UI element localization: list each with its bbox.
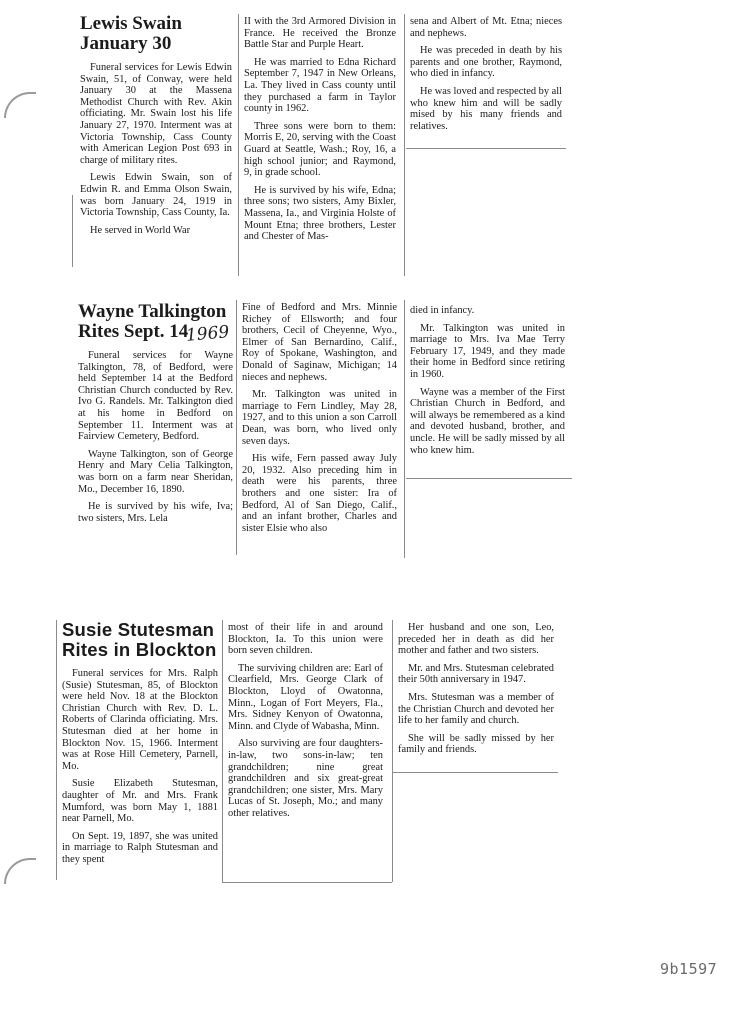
swain-column-2 — [244, 16, 396, 249]
stutesman-c1-p1: Funeral services for Mrs. Ralph (Susie) Stutesman, 85, of Blockton were held Nov. 18 at the Blockton Christian Church with Rev. D. L. Roberts of Clarinda officiating. Mrs. Stutesman died at her home in Blockton Nov. 15, 1966. Interment was at Rose Hill Cemetery, Parnell, Mo. — [62, 668, 218, 772]
talkington-column-2 — [242, 302, 397, 540]
punch-hole-mark — [4, 92, 36, 118]
talkington-c2-p1: Fine of Bedford and Mrs. Minnie Richey of Ellsworth; and four brothers, Cecil of Cheyenne, Wyo., Elmer of San Bernardino, Calif., Roy of Spokane, Washington, and Donald of Saginaw, Michigan; 14 nieces and nephews. — [242, 302, 397, 383]
swain-c2-p2: He was married to Edna Richard September 7, 1947 in New Orleans, La. They lived in Cass county until they purchased a farm in Taylor county in 1962. — [244, 56, 396, 115]
stutesman-c3-p2: Mr. and Mrs. Stutesman celebrated their 50th anniversary in 1947. — [398, 662, 554, 686]
stutesman-column-3 — [398, 622, 554, 762]
archive-number: 9b1597 — [660, 960, 718, 978]
swain-c3-p1: sena and Albert of Mt. Etna; nieces and nephews. — [410, 16, 562, 39]
stutesman-c1-p3: On Sept. 19, 1897, she was united in marriage to Ralph Stutesman and they spent — [62, 830, 218, 865]
stutesman-c2-p1: most of their life in and around Blockton, Ia. To this union were born seven children. — [228, 622, 383, 657]
clipping-edge — [406, 148, 566, 149]
stutesman-c2-p2: The surviving children are: Earl of Clearfield, Mrs. George Clark of Blockton, Lloyd of Owatonna, Minn., Logan of Fort Meyers, Fla., Mrs. Sidney Kenyon of Owatonna, Minn. and Clyde of Wabasha, Minn. — [228, 662, 383, 732]
swain-c1-p1: Funeral services for Lewis Edwin Swain, 51, of Conway, were held January 30 at the Massena Methodist Church with Rev. Akin officiating. Mr. Swain lost his life January 27, 1970. Interment was at Victoria Township, Cass County with American Legion Post 693 in charge of military rites. — [80, 62, 232, 166]
talkington-c1-p1: Funeral services for Wayne Talkington, 78, of Bedford, were held September 14 at the Bedford Christian Church conducted by Rev. Ivo G. Randels. Mr. Talkington died at his home in Bedford on September 11. Interment was at Fairview Cemetery, Bedford. — [78, 350, 233, 443]
clipping-edge — [392, 772, 558, 773]
column-rule — [236, 300, 237, 555]
swain-column-3 — [410, 16, 562, 138]
stutesman-c3-p4: She will be sadly missed by her family and friends. — [398, 732, 554, 756]
talkington-c3-p1: died in infancy. — [410, 305, 475, 316]
clipping-edge — [222, 882, 392, 883]
stutesman-column-2 — [228, 622, 383, 826]
swain-c2-p1: II with the 3rd Armored Division in France. He received the Bronze Battle Star and Purple Heart. — [244, 16, 396, 51]
stutesman-c3-p3: Mrs. Stutesman was a member of the Christian Church and devoted her life to her family and church. — [398, 691, 554, 727]
column-rule — [404, 14, 405, 276]
column-rule — [222, 620, 223, 882]
column-rule — [392, 620, 393, 882]
talkington-c2-p2: Mr. Talkington was united in marriage to Fern Lindley, May 28, 1927, and to this union a son Carroll Dean, was born, who lived only seven days. — [242, 389, 397, 447]
swain-c1-p3: He served in World War — [90, 224, 191, 236]
swain-c3-p2: He was preceded in death by his parents and one brother, Raymond, who died in infancy. — [410, 45, 562, 80]
stutesman-c1-p2: Susie Elizabeth Stutesman, daughter of Mr. and Mrs. Frank Mumford, was born May 1, 1881 near Parnell, Mo. — [62, 778, 218, 825]
talkington-c2-p3: His wife, Fern passed away July 20, 1932. Also preceding him in death were his parents, three brothers and one sister: Ira of Bedford, Al of San Diego, Calif., and an infant brother, Charles and sister Elsie who also — [242, 453, 397, 534]
swain-column-1 — [80, 14, 232, 242]
talkington-headline: Wayne Talkington Rites Sept. 14 — [78, 301, 227, 342]
talkington-column-3 — [410, 305, 565, 462]
clipping-edge — [406, 478, 572, 479]
swain-c2-p4: He is survived by his wife, Edna; three sons; two sisters, Amy Bixler, Massena, Ia., and Virginia Holste of Mount Etna; three brothers, Lester and Chester of Mas- — [244, 184, 396, 243]
swain-c2-p3: Three sons were born to them: Morris E, 20, serving with the Coast Guard at Seattle, Wash.; Roy, 16, a high school junior; and Raymond, 9, in grade school. — [244, 120, 396, 179]
column-rule — [238, 14, 239, 276]
punch-hole-mark — [4, 858, 36, 884]
talkington-c3-p3: Wayne was a member of the First Christian Church in Bedford, and will always be remembered as a kind and devoted husband, brother, and uncle. He will be sadly missed by all who knew him. — [410, 386, 565, 456]
talkington-c3-p2: Mr. Talkington was united in marriage to Mrs. Iva Mae Terry February 17, 1949, and they made their home in Bedford since retiring in 1960. — [410, 322, 565, 380]
stutesman-headline: Susie Stutesman Rites in Blockton — [62, 619, 217, 660]
stutesman-c3-p1: Her husband and one son, Leo, preceded her in death as did her mother and father and two sisters. — [398, 622, 554, 657]
clipping-edge — [72, 195, 73, 267]
swain-c1-p2: Lewis Edwin Swain, son of Edwin R. and Emma Olson Swain, was born January 24, 1919 in Victoria Township, Cass County, Ia. — [80, 172, 232, 219]
column-rule — [404, 300, 405, 558]
stutesman-column-1 — [62, 620, 218, 872]
handwritten-year: 1969 — [185, 322, 231, 346]
talkington-c1-p2: Wayne Talkington, son of George Henry and Mary Celia Talkington, was born on a farm near Sheridan, Mo., December 16, 1890. — [78, 448, 233, 495]
clipping-edge — [56, 620, 57, 880]
swain-headline: Lewis Swain January 30 — [80, 13, 182, 54]
talkington-c1-p3: He is survived by his wife, Iva; two sisters, Mrs. Lela — [78, 501, 233, 524]
stutesman-c2-p3: Also surviving are four daughters-in-law, two sons-in-law; ten grandchildren; nine great grandchildren and six great-great grandchildren; one sister, Mrs. Mary Lucas of St. Joseph, Mo.; and many other relatives. — [228, 738, 383, 819]
swain-c3-p3: He was loved and respected by all who knew him and will be sadly mised by his many friends and relatives. — [410, 85, 562, 132]
